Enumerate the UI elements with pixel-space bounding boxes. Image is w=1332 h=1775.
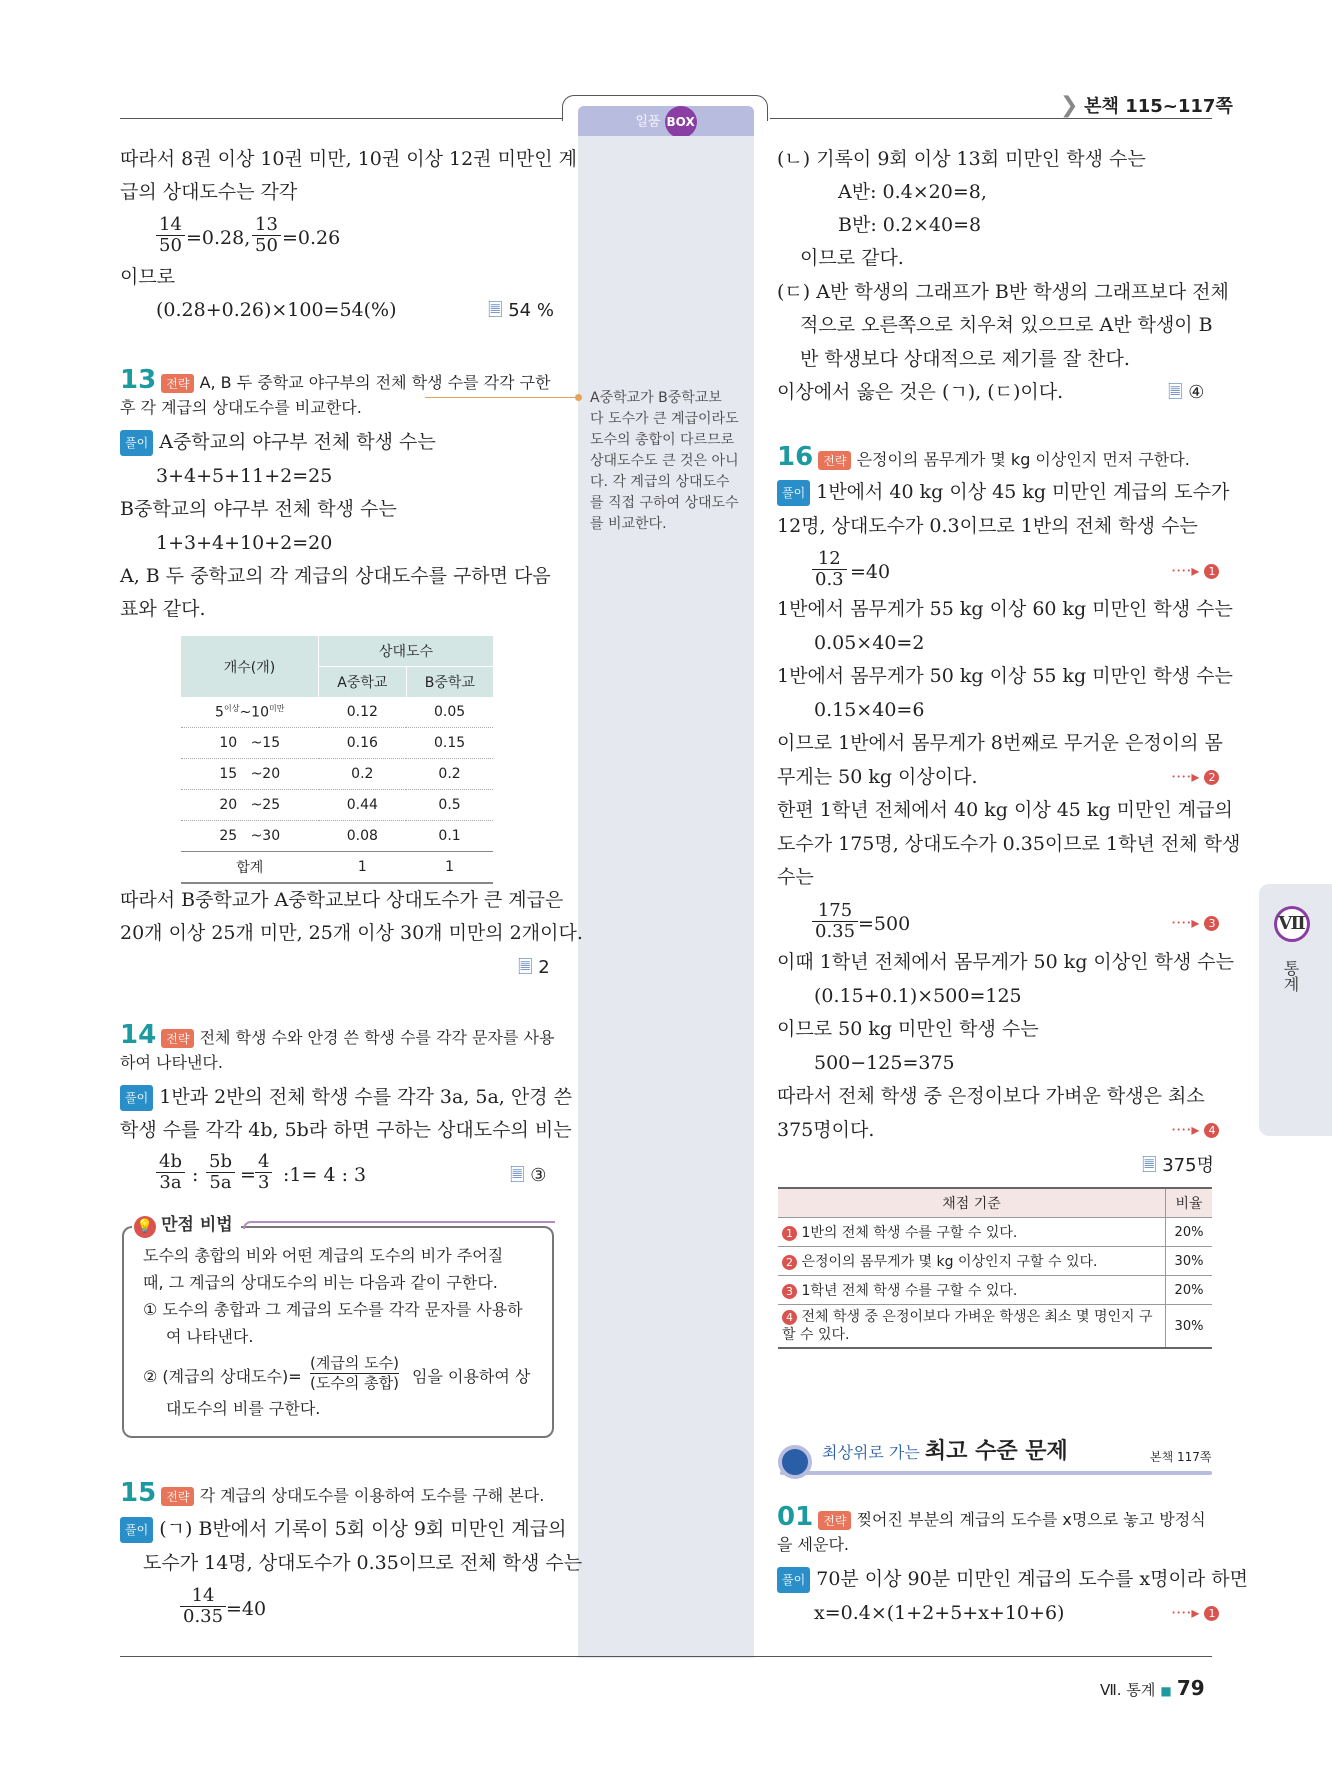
fraction-14-50-result: =0.28, bbox=[186, 227, 251, 249]
chapter-numeral: Ⅶ bbox=[1274, 906, 1310, 942]
box-badge: BOX bbox=[665, 106, 697, 138]
p16-line-6: 0.15×40=6 bbox=[814, 699, 925, 721]
solution-badge: 풀이 bbox=[120, 430, 153, 456]
strategy-badge: 전략 bbox=[161, 1029, 194, 1048]
table-row: 25 ~30 0.08 0.1 bbox=[181, 821, 493, 852]
strategy-badge: 전략 bbox=[818, 1511, 851, 1530]
table-row: 10 ~15 0.16 0.15 bbox=[181, 728, 493, 759]
step-marker-2: ····▸ 2 bbox=[1171, 767, 1219, 786]
r-line-5: (ㄷ) A반 학생의 그래프가 B반 학생의 그래프보다 전체 bbox=[777, 281, 1229, 303]
p16-line-2: 12명, 상대도수가 0.3이므로 1반의 전체 학생 수는 bbox=[777, 515, 1198, 537]
fraction-4-3: $\frac{4}{3}$ bbox=[255, 1152, 272, 1193]
fraction-4b-3a: $\frac{4b}{3a}$ bbox=[156, 1152, 185, 1193]
p13-line-6: 표와 같다. bbox=[120, 598, 206, 620]
p16-line-3: 1반에서 몸무게가 55 kg 이상 60 kg 미만인 학생 수는 bbox=[777, 598, 1233, 620]
r-line-1: (ㄴ) 기록이 9회 이상 13회 미만인 학생 수는 bbox=[777, 148, 1146, 170]
ilpum-text: 일품 bbox=[635, 114, 661, 130]
strategy-badge: 전략 bbox=[818, 451, 851, 470]
middle-note: A중학교가 B중학교보 다 도수가 큰 계급이라도 도수의 총합이 다르므로 상대도수도 큰 것은 아니 다. 각 계급의 상대도수 를 직접 구하여 상대도수 를 비교한다. bbox=[590, 390, 739, 532]
p16-line-5: 1반에서 몸무게가 50 kg 이상 55 kg 미만인 학생 수는 bbox=[777, 665, 1233, 687]
fraction-14-50: $\frac{14}{50}$ bbox=[156, 215, 185, 256]
solution-badge: 풀이 bbox=[120, 1517, 153, 1543]
p13-conclusion-2: 20개 이상 25개 미만, 25개 이상 30개 미만의 2개이다. bbox=[120, 922, 583, 944]
col-criteria: 채점 기준 bbox=[778, 1188, 1166, 1218]
problem-15-header: 15 전략 각 계급의 상대도수를 이용하여 도수를 구해 본다. bbox=[120, 1478, 545, 1508]
p16-line-9: 한편 1학년 전체에서 40 kg 이상 45 kg 미만인 계급의 bbox=[777, 799, 1233, 821]
tip-line-3: ① 도수의 총합과 그 계급의 도수를 각각 문자를 사용하 bbox=[143, 1300, 523, 1319]
banner-circle bbox=[778, 1445, 812, 1479]
fraction-13-50: $\frac{13}{50}$ bbox=[252, 215, 281, 256]
p13-line-4: 1+3+4+10+2=20 bbox=[156, 532, 333, 554]
circle-marker-icon: 4 bbox=[1204, 1123, 1219, 1138]
table-row: 20 ~25 0.44 0.5 bbox=[181, 790, 493, 821]
note-connector bbox=[425, 397, 580, 398]
p14-line-1: 풀이 1반과 2반의 전체 학생 수를 각각 3a, 5a, 안경 쓴 bbox=[120, 1085, 572, 1111]
table-row: 4 전체 학생 중 은정이보다 가벼운 학생은 최소 몇 명인지 구할 수 있다. 30% bbox=[778, 1305, 1212, 1349]
p13-line-2: 3+4+5+11+2=25 bbox=[156, 465, 333, 487]
chevron-right-icon: ❯ bbox=[1060, 93, 1079, 118]
tip-line-5b: 임을 이용하여 상 bbox=[412, 1367, 531, 1386]
tip-line-6: 대도수의 비를 구한다. bbox=[166, 1399, 321, 1418]
col-class: 개수(개) bbox=[223, 659, 276, 676]
header-rule-left bbox=[120, 118, 562, 119]
problem-14-header: 14 전략 전체 학생 수와 안경 쓴 학생 수를 각각 문자를 사용 bbox=[120, 1020, 555, 1050]
problem-13-header bbox=[120, 365, 551, 395]
r-line-4: 이므로 같다. bbox=[800, 247, 904, 269]
intro-line-2: 급의 상대도수는 각각 bbox=[120, 181, 298, 203]
page-reference: ❯ 본책 115~117쪽 bbox=[1060, 93, 1233, 118]
tip-title: 💡 만점 비법 bbox=[132, 1210, 241, 1238]
circle-marker-icon: 1 bbox=[1204, 1606, 1219, 1621]
tip-line-5a: ② (계급의 상대도수)= bbox=[143, 1367, 302, 1386]
chapter-side-tab[interactable] bbox=[1259, 884, 1332, 1136]
problem-01-header: 01 전략 찢어진 부분의 계급의 도수를 x명으로 놓고 방정식 bbox=[777, 1502, 1206, 1532]
fraction-13-50-result: =0.26 bbox=[282, 227, 341, 249]
strategy-text-2: 을 세운다. bbox=[777, 1535, 849, 1554]
table-row: 1 1반의 전체 학생 수를 구할 수 있다. 20% bbox=[778, 1218, 1212, 1247]
chapter-label: 통계 bbox=[1281, 960, 1300, 992]
col-ratio: 비율 bbox=[1166, 1188, 1213, 1218]
col-school-b: B중학교 bbox=[406, 667, 493, 698]
p16-line-10: 도수가 175명, 상대도수가 0.35이므로 1학년 전체 학생 bbox=[777, 833, 1241, 855]
solution-badge: 풀이 bbox=[120, 1085, 153, 1111]
p01-line-2: x=0.4×(1+2+5+x+10+6) bbox=[814, 1602, 1065, 1624]
table-total-row: 합계 1 1 bbox=[181, 852, 493, 884]
ilpum-box-label bbox=[578, 106, 754, 136]
grading-table bbox=[778, 1187, 1212, 1349]
table-row: $5^{이상}\sim 10^{미만}$ 0.12 0.05 bbox=[181, 697, 493, 728]
strategy-badge: 전략 bbox=[161, 1487, 194, 1506]
middle-note-column bbox=[578, 136, 754, 1658]
strategy-text-2: 후 각 계급의 상대도수를 비교한다. bbox=[120, 398, 362, 417]
tip-line-2: 때, 그 계급의 상대도수의 비는 다음과 같이 구한다. bbox=[143, 1273, 498, 1292]
note-connector-dot bbox=[575, 394, 582, 401]
answer-15: 🗏 ④ bbox=[1168, 382, 1205, 403]
solution-badge: 풀이 bbox=[777, 1567, 810, 1593]
p16-line-4: 0.05×40=2 bbox=[814, 632, 925, 654]
col-relative-frequency: 상대도수 bbox=[319, 636, 494, 667]
page-number: 79 bbox=[1176, 1676, 1205, 1700]
p15-line-1: 풀이 (ㄱ) B반에서 기록이 5회 이상 9회 미만인 계급의 bbox=[120, 1517, 567, 1543]
p16-line-8: 무게는 50 kg 이상이다. bbox=[777, 766, 978, 788]
p14-line-2: 학생 수를 각각 4b, 5b라 하면 구하는 상대도수의 비는 bbox=[120, 1119, 572, 1141]
solution-badge: 풀이 bbox=[777, 480, 810, 506]
p13-line-1: 풀이 A중학교의 야구부 전체 학생 수는 bbox=[120, 430, 436, 456]
p16-line-15: 500−125=375 bbox=[814, 1052, 955, 1074]
answer-icon: 🗏 bbox=[488, 300, 503, 321]
problem-number: 13 bbox=[120, 365, 157, 395]
banner-underline bbox=[780, 1471, 1212, 1475]
step-marker-4: ····▸ 4 bbox=[1171, 1120, 1219, 1139]
fraction-5b-5a: $\frac{5b}{5a}$ bbox=[206, 1152, 235, 1193]
answer-icon: 🗏 bbox=[1168, 382, 1183, 403]
answer-12: 🗏 54 % bbox=[488, 300, 554, 321]
circle-marker-icon: 2 bbox=[1204, 770, 1219, 785]
strategy-text: A, B 두 중학교 야구부의 전체 학생 수를 각각 구한 bbox=[199, 373, 551, 392]
footer-chapter: Ⅶ. 통계 bbox=[1100, 1681, 1156, 1699]
p16-line-11: 수는 bbox=[777, 866, 814, 888]
p16-line-14: 이므로 50 kg 미만인 학생 수는 bbox=[777, 1018, 1039, 1040]
lightbulb-icon: 💡 bbox=[134, 1216, 156, 1238]
strategy-text-2: 하여 나타낸다. bbox=[120, 1053, 223, 1072]
col-school-a: A중학교 bbox=[319, 667, 407, 698]
problem-16-header: 16 전략 은정이의 몸무게가 몇 kg 이상인지 먼저 구한다. bbox=[777, 442, 1190, 472]
p15-line-2: 도수가 14명, 상대도수가 0.35이므로 전체 학생 수는 bbox=[143, 1552, 583, 1574]
intro-line-1: 따라서 8권 이상 10권 미만, 10권 이상 12권 미만인 계 bbox=[120, 148, 578, 170]
banner-title: 최상위로 가는 최고 수준 문제 bbox=[822, 1439, 1068, 1464]
table-row: 15 ~20 0.2 0.2 bbox=[181, 759, 493, 790]
fraction-175-035: $\frac{175}{0.35}$ bbox=[812, 901, 858, 942]
tip-line-1: 도수의 총합의 비와 어떤 계급의 도수의 비가 주어질 bbox=[143, 1246, 504, 1265]
r-line-7: 반 학생보다 상대적으로 제기를 잘 찬다. bbox=[800, 348, 1130, 370]
r-line-3: B반: 0.2×40=8 bbox=[838, 214, 982, 236]
percent-calc: (0.28+0.26)×100=54(%) bbox=[156, 299, 397, 321]
p16-line-13: (0.15+0.1)×500=125 bbox=[814, 985, 1022, 1007]
step-marker-1: ····▸ 1 bbox=[1171, 1603, 1219, 1622]
p16-line-7: 이므로 1반에서 몸무게가 8번째로 무거운 은정이의 몸 bbox=[777, 732, 1223, 754]
relative-frequency-table bbox=[181, 636, 493, 884]
p13-conclusion-1: 따라서 B중학교가 A중학교보다 상대도수가 큰 계급은 bbox=[120, 889, 564, 911]
r-line-8: 이상에서 옳은 것은 (ㄱ), (ㄷ)이다. bbox=[777, 381, 1064, 403]
table-row: 2 은정이의 몸무게가 몇 kg 이상인지 구할 수 있다. 30% bbox=[778, 1247, 1212, 1276]
banner-ref: 본책 117쪽 bbox=[1150, 1450, 1212, 1464]
answer-14: 🗏 ③ bbox=[510, 1165, 547, 1186]
p13-line-3: B중학교의 야구부 전체 학생 수는 bbox=[120, 498, 397, 520]
tip-tab-line bbox=[243, 1221, 555, 1229]
p16-line-17: 375명이다. bbox=[777, 1119, 875, 1141]
step-marker-1: ····▸ 1 bbox=[1171, 561, 1219, 580]
circle-marker-icon: 1 bbox=[1204, 564, 1219, 579]
answer-icon: 🗏 bbox=[510, 1165, 525, 1186]
r-line-6: 적으로 오른쪽으로 치우쳐 있으므로 A반 학생이 B bbox=[800, 314, 1213, 336]
r-line-2: A반: 0.4×20=8, bbox=[838, 181, 987, 203]
table-row: 3 1학년 전체 학생 수를 구할 수 있다. 20% bbox=[778, 1276, 1212, 1305]
tip-fraction: (계급의 도수) (도수의 총합) bbox=[310, 1354, 399, 1392]
p16-line-1: 풀이 1반에서 40 kg 이상 45 kg 미만인 계급의 도수가 bbox=[777, 480, 1229, 506]
therefore-text: 이므로 bbox=[120, 266, 176, 288]
answer-16: 🗏 375명 bbox=[1142, 1155, 1214, 1176]
p13-line-5: A, B 두 중학교의 각 계급의 상대도수를 구하면 다음 bbox=[120, 565, 551, 587]
p16-line-16: 따라서 전체 학생 중 은정이보다 가벼운 학생은 최소 bbox=[777, 1085, 1205, 1107]
fraction-12-03: $\frac{12}{0.3}$ bbox=[812, 549, 847, 590]
strategy-badge: 전략 bbox=[161, 374, 194, 393]
answer-icon: 🗏 bbox=[1142, 1155, 1157, 1176]
tip-line-4: 여 나타낸다. bbox=[166, 1327, 254, 1346]
step-marker-3: ····▸ 3 bbox=[1171, 913, 1219, 932]
circle-marker-icon: 3 bbox=[1204, 916, 1219, 931]
fraction-14-035: $\frac{14}{0.35}$ bbox=[180, 1586, 226, 1627]
answer-13: 🗏 2 bbox=[518, 957, 550, 978]
p01-line-1: 풀이 70분 이상 90분 미만인 계급의 도수를 x명이라 하면 bbox=[777, 1567, 1248, 1593]
p16-line-12: 이때 1학년 전체에서 몸무게가 50 kg 이상인 학생 수는 bbox=[777, 951, 1234, 973]
footer-rule bbox=[120, 1656, 1212, 1657]
answer-icon: 🗏 bbox=[518, 957, 533, 978]
footer: Ⅶ. 통계 ■ 79 bbox=[1100, 1676, 1205, 1700]
header-rule-right bbox=[770, 118, 1212, 119]
